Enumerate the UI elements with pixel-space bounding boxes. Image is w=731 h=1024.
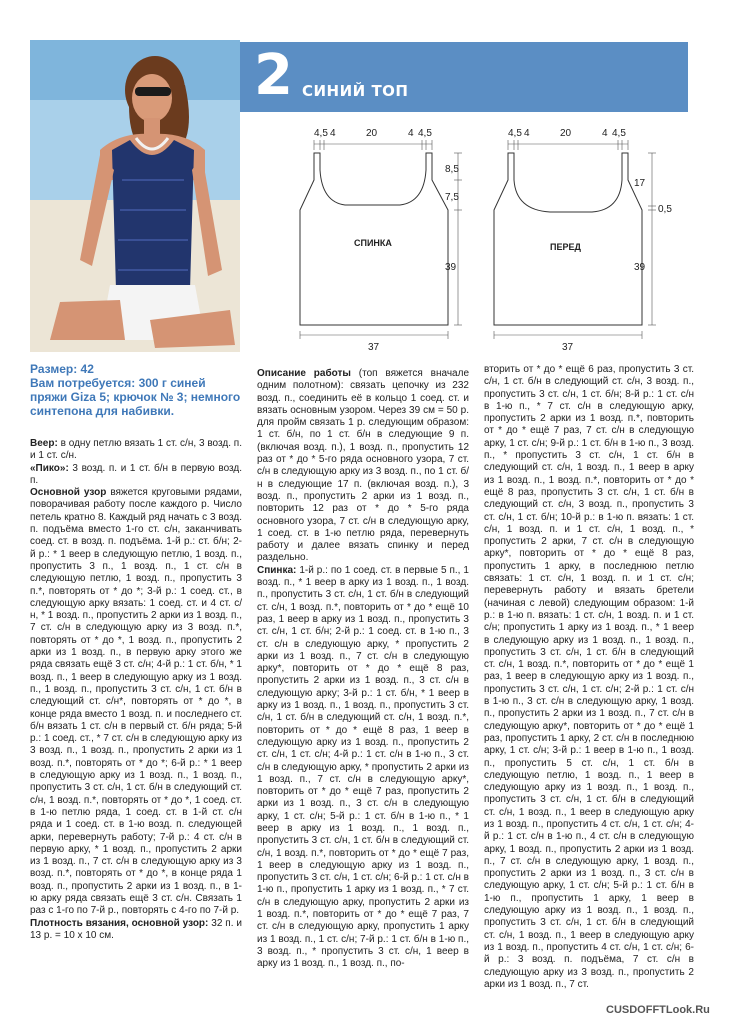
term-gauge: Плотность вязания, основной узор: — [30, 917, 209, 929]
size-line: Размер: 42 — [30, 362, 94, 376]
back-dim-top-1: 4 — [330, 128, 336, 139]
text-back: 1-й р.: по 1 соед. ст. в первые 5 п., 1 возд. п., * 1 веер в арку из 1 возд. п., 1 возд. п., пропустить 3 ст. с/н, 1 ст. б/н в следующий ст. с/н, 1 возд. п.*, повторить от * до * ещё 10 раз, 1 веер в арку из 1 возд. п., пропустить 3 ст. с/н, 1 ст. б/н; 2-й р.: 1 соед. ст. в 1-ю п., 3 ст. с/н в следующую арку, * пропустить 2 арки из 1 возд. п., 7 ст. с/н в следующую арку*, повторить от * до * ещё 8 раз, пропустить 2 арки из 1 возд. п., 3 ст. с/н в следующую арку; 3-й р.: 1 ст. б/н, * 1 веер в арку из 1 возд. п., 1 возд. п., пропустить 3 ст. с/н, 1 ст. б/н в следующий ст. с/н, 1 возд. п.*, повторить от * до * ещё 8 раз, 1 веер в следующую арку из 1 возд. п., пропустить 2 ст. с/н, 1 ст. с/н; 4-й р.: 1 ст. с/н в 1-ю п., 3 ст. с/н в следующую арку, * пропустить 2 арки из 1 возд. п., 7 ст. с/н в следующую арку*, повторить от * до * ещё 7 раз, пропустить 2 арки из 1 возд. п., 3 ст. с/н в следующую арку, 1 ст. с/н; 5-й р.: 1 ст. б/н в 1-ю п., * 1 веер в арку из 1 возд. п., 1 возд. п., пропустить 3 ст. с/н, 1 ст. б/н в следующий ст. с/н, 1 возд. п.*, повторить от * до * ещё 7 раз, 1 веер в следующую арку из 1 возд. п., пропустить 3 ст. с/н, 1 ст. с/н; 6-й р.: 1 ст. с/н в 1-ю п., пропустить 1 арку из 1 возд. п., * 7 ст. с/н в следующую арку, пропустить 2 арки из 1 возд. п.*, повторить от * до * ещё 7 раз, 7 ст. с/н в следующую арку, пропустить 1 арку из 1 возд. п., 1 ст. с/н; 7-й р.: 1 ст. б/н в 1-ю п., 3 возд. п., * пропустить 3 ст. с/н, 1 веер в арку из 1 возд. п., 1 возд. п., по- — [257, 564, 469, 970]
text-straps: вторить от * до * ещё 6 раз, пропустить 3 ст. с/н, 1 ст. б/н в следующий ст. с/н, 3 возд. п., пропустить 3 ст. с/н, 1 ст. б/н; 8-й р.: 1 ст. с/н в 1-ю п., * 7 ст. с/н в следующую арку, пропустить 2 арки из 1 возд. п.*, повторить от * до * ещё 7 раз, 7 ст. с/н в следующую арку, 1 ст. с/н; 9-й р.: 1 ст. б/н в 1-ю п., 3 возд. п., * пропустить 3 ст. с/н, 1 ст. б/н в следующий ст. с/н, 1 возд. п., 1 веер в арку из 1 возд. п., 1 возд. п.*, повторить от * до * ещё 8 раз, пропустить 3 ст. с/н, 1 ст. б/н в следующий ст. с/н, 3 возд. п., пропустить 3 ст. с/н, 1 ст. б/н; 10-й р.: в 1-ю п. вязать: 1 ст. с/н, 1 возд. п. и 1 ст. с/н, 1 возд. п., * пропустить 2 арки, 7 ст. с/н в следующую арку*, повторить от * до * ещё 8 раз, пропустить 1 арку, в последнюю петлю связать: 1 ст. с/н, 1 возд. п. и 1 ст. с/н; перевернуть работу и вязать бретели (начиная с левой) следующим образом: 1-й р.: в 1-ю п. вязать: 1 ст. с/н, 1 возд. п. и 1 ст. с/н; пропустить 1 арку из 1 возд. п., * 1 веер в следующую арку из 1 возд. п., 1 возд. п., пропустить 3 ст. с/н, 1 ст. б/н в следующий ст. с/н, 1 возд. п.*, повторить от * до * ещё 1 раз, 1 веер в следующую арку из 1 возд. п., пропустить 3 ст. с/н, 1 ст. с/н; 2-й р.: 1 ст. с/н в 1-ю п., 3 ст. с/н в следующую арку, 1 возд. п., пропустить 2 арки из 1 возд. п., 7 ст. с/н в следующую арку*, повторить от * до * ещё 1 раз, пропустить 1 арку, 2 ст. с/н в последнюю арку, 1 ст. с/н; 3-й р.: 1 веер в 1-ю п., 1 возд. п., пропустить 5 ст. с/н, 1 ст. б/н в следующую петлю, 1 возд. п., 1 веер в следующую арку из 1 возд. п., 1 возд. п., пропустить 3 ст. с/н, 1 ст. б/н в следующий ст. с/н, 1 возд. п., 1 веер в следующую арку из 1 возд. п., пропустить 4 ст. с/н, 1 ст. с/н; 4-й р.: 1 ст. с/н в 1-ю п., 4 ст. с/н в следующую арку, 1 возд. п., пропустить 2 арки из 1 возд. п., 7 ст. с/н в следующую арку, 1 возд. п., пропустить 2 арки из 1 возд. п., 3 ст. с/н в следующую арку, 1 ст. с/н; 5-й р.: 1 ст. б/н в 1-ю п., пропустить 1 арку, 1 веер в следующую арку из 1 возд. п., 1 возд. п., пропустить 3 ст. с/н, 1 ст. б/н в следующий ст. с/н, 1 возд. п., 1 веер в следующую арку из 1 возд. п., пропустить 4 ст. с/н, 1 ст. с/н; 6-й р.: 3 возд. п. подъёма, 7 ст. с/н в следующую арку из 3 возд. п., пропустить 2 арки из 1 возд. п., 7 ст. — [484, 364, 694, 990]
paragraph-picot — [30, 463, 242, 488]
front-label: ПЕРЕД — [550, 242, 581, 252]
back-label: СПИНКА — [354, 238, 392, 248]
front-dim-top-4: 4,5 — [612, 128, 626, 139]
back-dim-top-3: 4 — [408, 128, 414, 139]
pattern-number: 2 — [254, 43, 293, 108]
text-description: (топ вяжется вначале одним полотном): связать цепочку из 232 возд. п., соединить её в кольцо 1 соед. ст. и вязать основным узором. Через 39 см = 50 р. для пройм связать 1 р. следующим образом: 1 ст. б/н, по 1 ст. б/н в следующие 9 п. (включая возд. п.), 1 возд. п., пропустить 12 раз от * до * 5-го ряда основного узора, 7 ст. с/н в следующую арку из 3 возд. п., по 1 ст. б/н в следующие 17 п. (включая возд. п.), 3 возд. п., пропустить 2 арки из 1 возд. п., повторить 12 раз от * до * 5-го ряда основного узора, 7 ст. с/н в следующую арку, 1 соед. ст. в 1-ю петлю ряда, перевернуть работу и далее вязать спинку и перед раздельно. — [257, 368, 469, 564]
term-picot: «Пико»: — [30, 462, 69, 474]
front-dim-top-2: 20 — [560, 128, 572, 139]
back-dim-right-2: 39 — [445, 262, 457, 273]
front-dim-right-0: 17 — [634, 178, 646, 189]
term-back: Спинка: — [257, 564, 297, 576]
front-dim-bottom: 37 — [562, 342, 574, 353]
back-dim-top-2: 20 — [366, 128, 378, 139]
term-main-pattern: Основной узор — [30, 487, 107, 499]
footer-watermark: CUSDOFFTLook.Ru — [606, 1004, 710, 1016]
model-photo-illustration — [30, 40, 240, 352]
paragraph-fan — [30, 438, 242, 463]
materials-block — [30, 362, 242, 418]
paragraph-back — [257, 565, 469, 971]
instructions-column-1 — [30, 438, 242, 942]
back-schematic — [300, 128, 462, 353]
text-main-pattern: вяжется круговыми рядами, поворачивая работу после каждого р. Число петель кратно 8. Каждый ряд начать с 3 возд. п. подъёма вместо 1-го ст. с/н, заканчивать соед. ст. в возд. п. подъёма. 1-й р.: ст. б/н; 2-й р.: * 1 веер в следующую петлю, 1 возд. п., пропустить 3 п., 1 возд. п., 1 ст. с/н в следующую петлю, 1 возд. п., пропустить 3 п.*, повторять от * до *; 3-й р.: 1 соед. ст., в следующую арку вязать: 1 соед. ст. и 4 ст. с/н, * 1 возд. п., пропустить 2 арки из 1 возд. п., 7 ст. с/н в следующую арку из 3 возд. п.*, повторять от * до *, 1 возд. п., пропустить 2 арки из 1 возд. п., в первую арку этого же ряда связать ещё 3 ст. с/н; 4-й р.: 1 ст. б/н, * 1 возд. п., 1 веер в следующую арку из 1 возд. п., 1 возд. п., пропустить 3 ст. с/н, 1 ст. б/н в следующий ст. с/н*, повторять от * до *, в конце ряда вместо 1 возд. п. и последнего ст. б/н вязать 1 ст. с/н в первый ст. б/н ряда; 5-й р.: 1 соед. ст., * 7 ст. с/н в следующую арку из 3 возд. п., 1 возд. п., пропустить 2 арки из 1 возд. п.*, повторять от * до *; 6-й р.: * 1 веер в следующую арку из 1 возд. п., 1 возд. п., пропустить 3 ст. с/н, 1 ст. б/н в следующий ст. с/н, 1 возд. п.*, повторять от * до *, 1 соед. ст. в 1-ю петлю ряда, 1 соед. ст. в 1-й ст. с/н ряда и 1 соед. ст. в 1-ю возд. п. следующей арки, перевернуть работу; 7-й р.: 4 ст. с/н в первую арку, * 1 возд. п., пропустить 2 арки из 1 возд. п., 7 ст. с/н в следующую арку из 3 возд. п.*, повторять от * до *, в конце ряда 1 возд. п., пропустить 2 арки из 1 возд. п., в 1-ю арку ряда связать ещё 3 ст. с/н. Связать 1 раз с 1-го по 7-й р., повторять с 4-го по 7-й р. — [30, 487, 243, 917]
back-dim-bottom: 37 — [368, 342, 380, 353]
text-gauge: 32 п. и 13 р. = 10 х 10 см. — [30, 917, 242, 941]
back-dim-top-4: 4,5 — [418, 128, 432, 139]
paragraph-description — [257, 368, 469, 565]
term-description: Описание работы — [257, 368, 351, 379]
front-dim-top-0: 4,5 — [508, 128, 522, 139]
pattern-title: СИНИЙ ТОП — [302, 82, 409, 100]
front-dim-top-3: 4 — [602, 128, 608, 139]
front-dim-right-2: 39 — [634, 262, 646, 273]
materials-line: Вам потребуется: 300 г синей пряжи Giza 5; крючок № 3; немного синтепона для набивки. — [30, 376, 241, 418]
paragraph-gauge — [30, 918, 242, 943]
back-dim-top-0: 4,5 — [314, 128, 328, 139]
text-picot: 3 возд. п. и 1 ст. б/н в первую возд. п. — [30, 462, 242, 486]
back-dim-right-0: 8,5 — [445, 164, 459, 175]
header-band — [240, 42, 688, 112]
paragraph-main-pattern — [30, 487, 242, 917]
front-schematic — [494, 128, 672, 353]
pattern-schematics — [250, 120, 690, 360]
instructions-column-3 — [484, 364, 694, 991]
front-dim-top-1: 4 — [524, 128, 530, 139]
instructions-column-2 — [257, 368, 469, 971]
term-fan: Веер: — [30, 438, 58, 449]
front-dim-right-1: 0,5 — [658, 204, 672, 215]
back-dim-right-1: 7,5 — [445, 192, 459, 203]
text-fan: в одну петлю вязать 1 ст. с/н, 3 возд. п. и 1 ст. с/н. — [30, 438, 242, 462]
model-photo — [30, 40, 240, 352]
